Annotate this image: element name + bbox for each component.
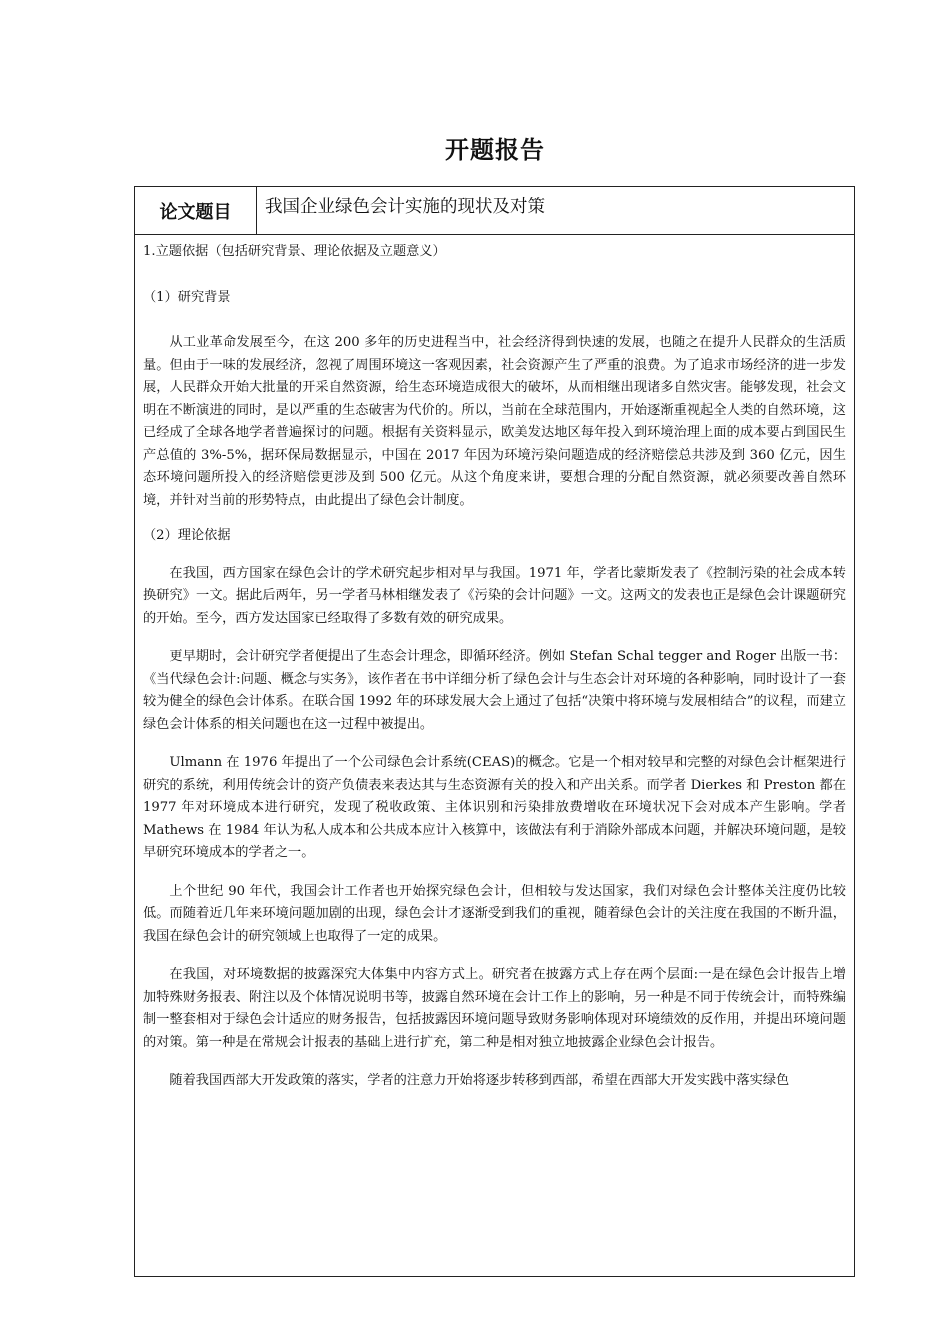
topic-value: 我国企业绿色会计实施的现状及对策 bbox=[265, 197, 545, 217]
paragraph: Ulmann 在 1976 年提出了一个公司绿色会计系统(CEAS)的概念。它是一个相对较早和完整的对绿色会计框架进行研究的系统，利用传统会计的资产负债表来表达其与生态资源有关的投入和产出关系。而学者 Dierkes 和 Preston 都在 1977 年对环境成本进行研究，发现了税收政策、主体识别和污染排放费增收在环境状况下会对成本产生影响。学者 Mathews 在 1984 年认为私人成本和公共成本应计入核算中，该做法有利于消除外部成本问题，并解决环境问题，是较早研究环境成本的学者之一。 bbox=[143, 755, 846, 860]
paragraph: 在我国，西方国家在绿色会计的学术研究起步相对早与我国。1971 年，学者比蒙斯发表了《控制污染的社会成本转换研究》一文。据此后两年，另一学者马林相继发表了《污染的会计问题》一文。这两文的发表也正是绿色会计课题研究的开始。至今，西方发达国家已经取得了多数有效的研究成果。 bbox=[143, 565, 846, 626]
report-table bbox=[134, 186, 855, 1277]
topic-row bbox=[135, 187, 854, 235]
subheading-theory: （2）理论依据 bbox=[143, 528, 231, 543]
subheading-background: （1）研究背景 bbox=[143, 289, 231, 305]
report-body bbox=[135, 235, 854, 1093]
paragraph: 上个世纪 90 年代，我国会计工作者也开始探究绿色会计，但相较与发达国家，我们对绿色会计整体关注度仍比较低。而随着近几年来环境问题加剧的出现，绿色会计才逐渐受到我们的重视，随着绿色会计的关注度在我国的不断升温，我国在绿色会计的研究领域上也取得了一定的成果。 bbox=[143, 883, 846, 944]
paragraph: 在我国，对环境数据的披露深究大体集中内容方式上。研究者在披露方式上存在两个层面:一是在绿色会计报告上增加特殊财务报表、附注以及个体情况说明书等，披露自然环境在会计工作上的影响，另一种是不同于传统会计，而特殊编制一整套相对于绿色会计适应的财务报告，包括披露因环境问题导致财务影响体现对环境绩效的反作用，并提出环境问题的对策。第一种是在常规会计报表的基础上进行扩充，第二种是相对独立地披露企业绿色会计报告。 bbox=[143, 967, 846, 1050]
paragraph: 随着我国西部大开发政策的落实，学者的注意力开始将逐步转移到西部，希望在西部大开发实践中落实绿色 bbox=[169, 1073, 790, 1088]
section-heading: 1.立题依据（包括研究背景、理论依据及立题意义） bbox=[143, 244, 446, 259]
document-title: 开题报告 bbox=[445, 136, 545, 164]
topic-label: 论文题目 bbox=[135, 187, 257, 234]
paragraph: 从工业革命发展至今，在这 200 多年的历史进程当中，社会经济得到快速的发展，也随之在提升人民群众的生活质量。但由于一味的发展经济，忽视了周围环境这一客观因素，社会资源产生了严重的浪费。为了追求市场经济的进一步发展，人民群众开始大批量的开采自然资源，给生态环境造成很大的破坏，从而相继出现诸多自然灾害。能够发现，社会文明在不断演进的同时，是以严重的生态破害为代价的。所以，当前在全球范围内，开始逐渐重视起全人类的自然环境，这已经成了全球各地学者普遍探讨的问题。根据有关资料显示，欧美发达地区每年投入到环境治理上面的成本要占到国民生产总值的 3%-5%，据环保局数据显示，中国在 2017 年因为环境污染问题造成的经济赔偿总共涉及到 360 亿元，因生态环境问题所投入的经济赔偿更涉及到 500 亿元。从这个角度来讲，要想合理的分配自然资源，就必须要改善自然环境，并针对当前的形势特点，由此提出了绿色会计制度。 bbox=[143, 335, 846, 508]
paragraph: 更早期时，会计研究学者便提出了生态会计理念，即循环经济。例如 Stefan Schal tegger and Roger 出版一书：《当代绿色会计:问题、概念与实务》，该作者在书中详细分析了绿色会计与生态会计对环境的各种影响，同时设计了一套较为健全的绿色会计体系。在联合国 1992 年的环球发展大会上通过了包括“决策中将环境与发展相结合”的议程，而建立绿色会计体系的相关问题也在这一过程中被提出。 bbox=[143, 649, 846, 732]
